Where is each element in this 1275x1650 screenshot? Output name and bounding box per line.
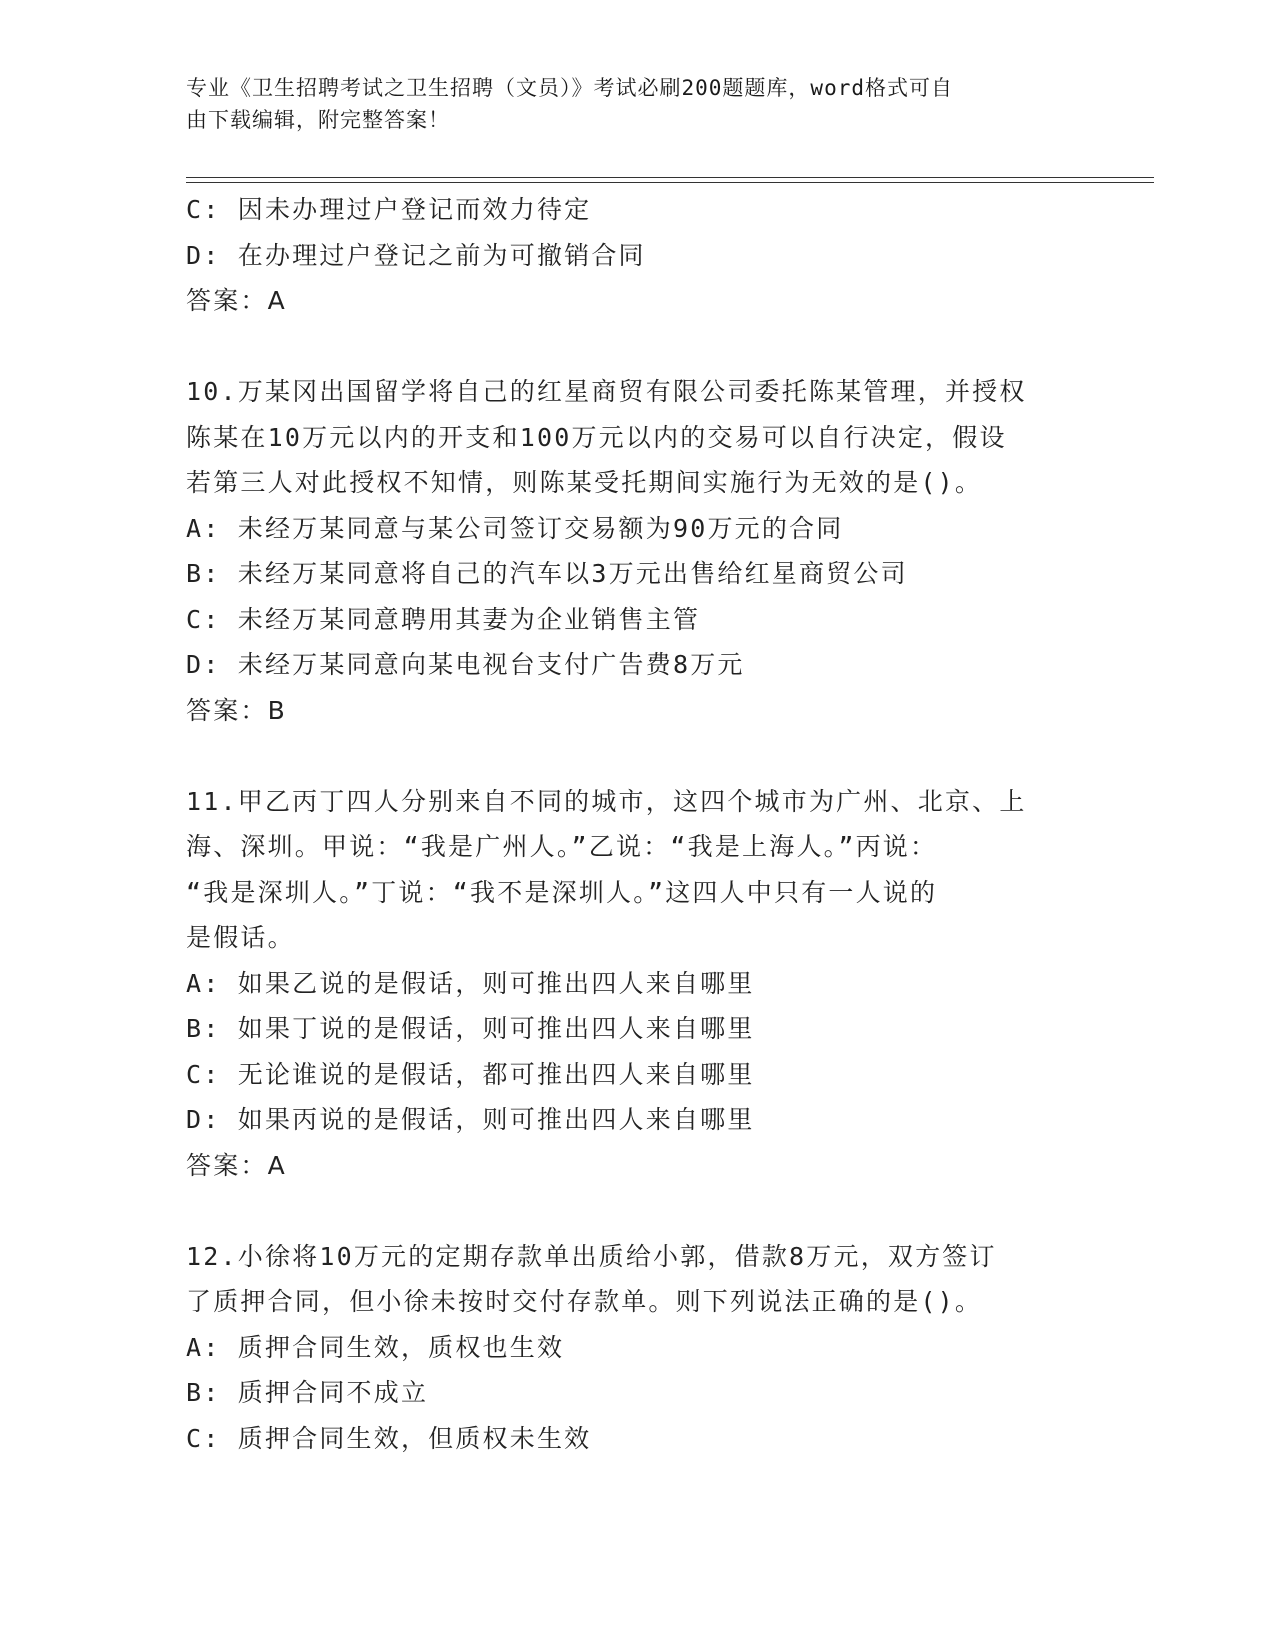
question-text-line: 12.小徐将10万元的定期存款单出质给小郭，借款8万元，双方签订	[186, 1241, 997, 1271]
header-divider	[186, 177, 1154, 178]
option-b: B: 如果丁说的是假话，则可推出四人来自哪里	[186, 1014, 755, 1043]
answer-line: 答案：A	[186, 286, 287, 315]
document-body	[186, 187, 1086, 1461]
spacer	[186, 1188, 1086, 1234]
option-c: C: 无论谁说的是假话，都可推出四人来自哪里	[186, 1059, 755, 1089]
question-text-line: 陈某在10万元以内的开支和100万元以内的交易可以自行决定，假设	[186, 422, 1007, 452]
option-a: A: 质押合同生效，质权也生效	[186, 1332, 565, 1362]
option-d: D: 在办理过户登记之前为可撤销合同	[186, 240, 646, 270]
question-text-line: 了质押合同，但小徐未按时交付存款单。则下列说法正确的是()。	[186, 1287, 983, 1316]
question-11	[186, 779, 1086, 1189]
question-text-line: “我是深圳人。”丁说：“我不是深圳人。”这四人中只有一人说的	[186, 877, 938, 907]
option-d: D: 如果丙说的是假话，则可推出四人来自哪里	[186, 1105, 755, 1134]
option-b: B: 质押合同不成立	[186, 1378, 429, 1407]
option-a: A: 如果乙说的是假话，则可推出四人来自哪里	[186, 968, 755, 998]
question-12	[186, 1234, 1086, 1462]
spacer	[186, 324, 1086, 370]
header-divider-second	[186, 182, 1154, 183]
header-line-2: 由下载编辑，附完整答案！	[186, 108, 450, 132]
question-text-line: 10.万某冈出国留学将自己的红星商贸有限公司委托陈某管理，并授权	[186, 377, 1027, 406]
answer-line: 答案：A	[186, 1150, 287, 1180]
question-9-continued	[186, 187, 1086, 324]
question-10	[186, 369, 1086, 733]
header-line-1: 专业《卫生招聘考试之卫生招聘（文员）》考试必刷200题题库，word格式可自	[186, 76, 953, 100]
question-text-line: 是假话。	[186, 923, 295, 952]
question-text-line: 海、深圳。甲说：“我是广州人。”乙说：“我是上海人。”丙说：	[186, 832, 938, 861]
spacer	[186, 733, 1086, 779]
question-text-line: 11.甲乙丙丁四人分别来自不同的城市，这四个城市为广州、北京、上	[186, 786, 1027, 816]
document-header	[186, 72, 1066, 136]
question-text-line: 若第三人对此授权不知情，则陈某受托期间实施行为无效的是()。	[186, 468, 983, 497]
option-a: A: 未经万某同意与某公司签订交易额为90万元的合同	[186, 513, 844, 543]
option-b: B: 未经万某同意将自己的汽车以3万元出售给红星商贸公司	[186, 559, 908, 588]
option-c: C: 未经万某同意聘用其妻为企业销售主管	[186, 604, 701, 634]
option-c: C: 因未办理过户登记而效力待定	[186, 195, 592, 224]
option-c: C: 质押合同生效，但质权未生效	[186, 1423, 592, 1453]
option-d: D: 未经万某同意向某电视台支付广告费8万元	[186, 650, 745, 679]
answer-line: 答案：B	[186, 695, 287, 725]
